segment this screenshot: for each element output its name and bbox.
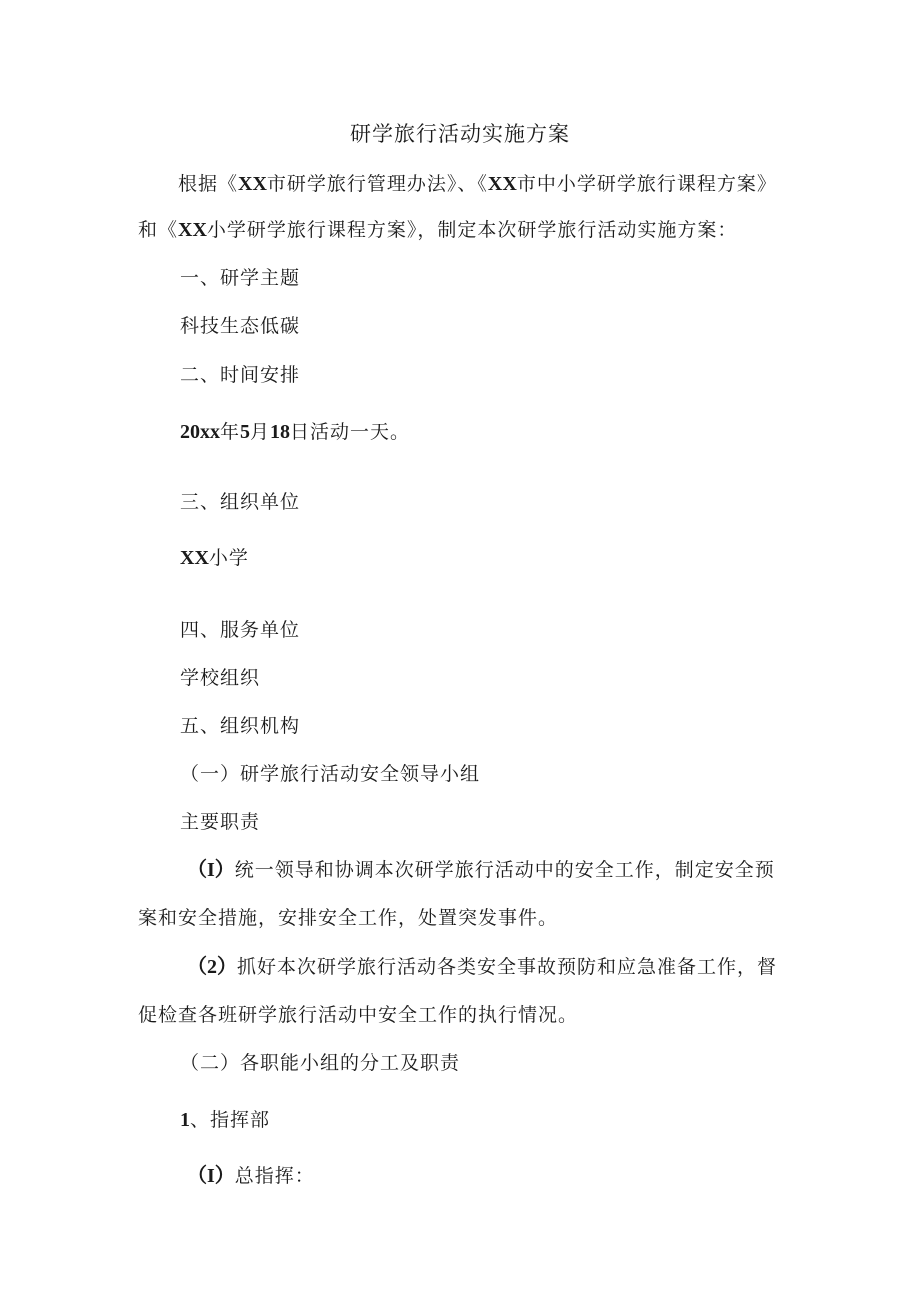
duty-2-line-1: （2）抓好本次研学旅行活动各类安全事故预防和应急准备工作，督	[187, 956, 778, 978]
document-title: 研学旅行活动实施方案	[350, 122, 570, 146]
subsection-2-heading: （二）各职能小组的分工及职责	[180, 1052, 461, 1074]
section-1-body: 科技生态低碳	[180, 315, 301, 337]
section-5-heading: 五、组织机构	[180, 715, 301, 737]
duty-2-line-2: 促检查各班研学旅行活动中安全工作的执行情况。	[138, 1004, 579, 1026]
section-4-body: 学校组织	[180, 667, 261, 689]
section-3-body: XX小学	[180, 547, 249, 569]
section-1-heading: 一、研学主题	[180, 267, 301, 289]
intro-paragraph-line-2: 和《XX小学研学旅行课程方案》，制定本次研学旅行活动实施方案：	[138, 219, 738, 241]
section-2-heading: 二、时间安排	[180, 364, 301, 386]
item-1-heading: 1、指挥部	[180, 1109, 271, 1131]
duty-1-line-1: （I）统一领导和协调本次研学旅行活动中的安全工作，制定安全预	[187, 859, 775, 881]
section-2-body: 20xx年5月18日活动一天。	[180, 421, 411, 443]
subsection-1-heading: （一）研学旅行活动安全领导小组	[180, 763, 481, 785]
section-3-heading: 三、组织单位	[180, 491, 301, 513]
intro-paragraph-line-1: 根据《XX市研学旅行管理办法》、《XX市中小学研学旅行课程方案》	[178, 173, 777, 195]
section-4-heading: 四、服务单位	[180, 619, 301, 641]
duties-heading: 主要职责	[180, 811, 261, 833]
duty-1-line-2: 案和安全措施，安排安全工作，处置突发事件。	[138, 907, 559, 929]
item-1a-heading: （I）总指挥：	[187, 1165, 315, 1187]
